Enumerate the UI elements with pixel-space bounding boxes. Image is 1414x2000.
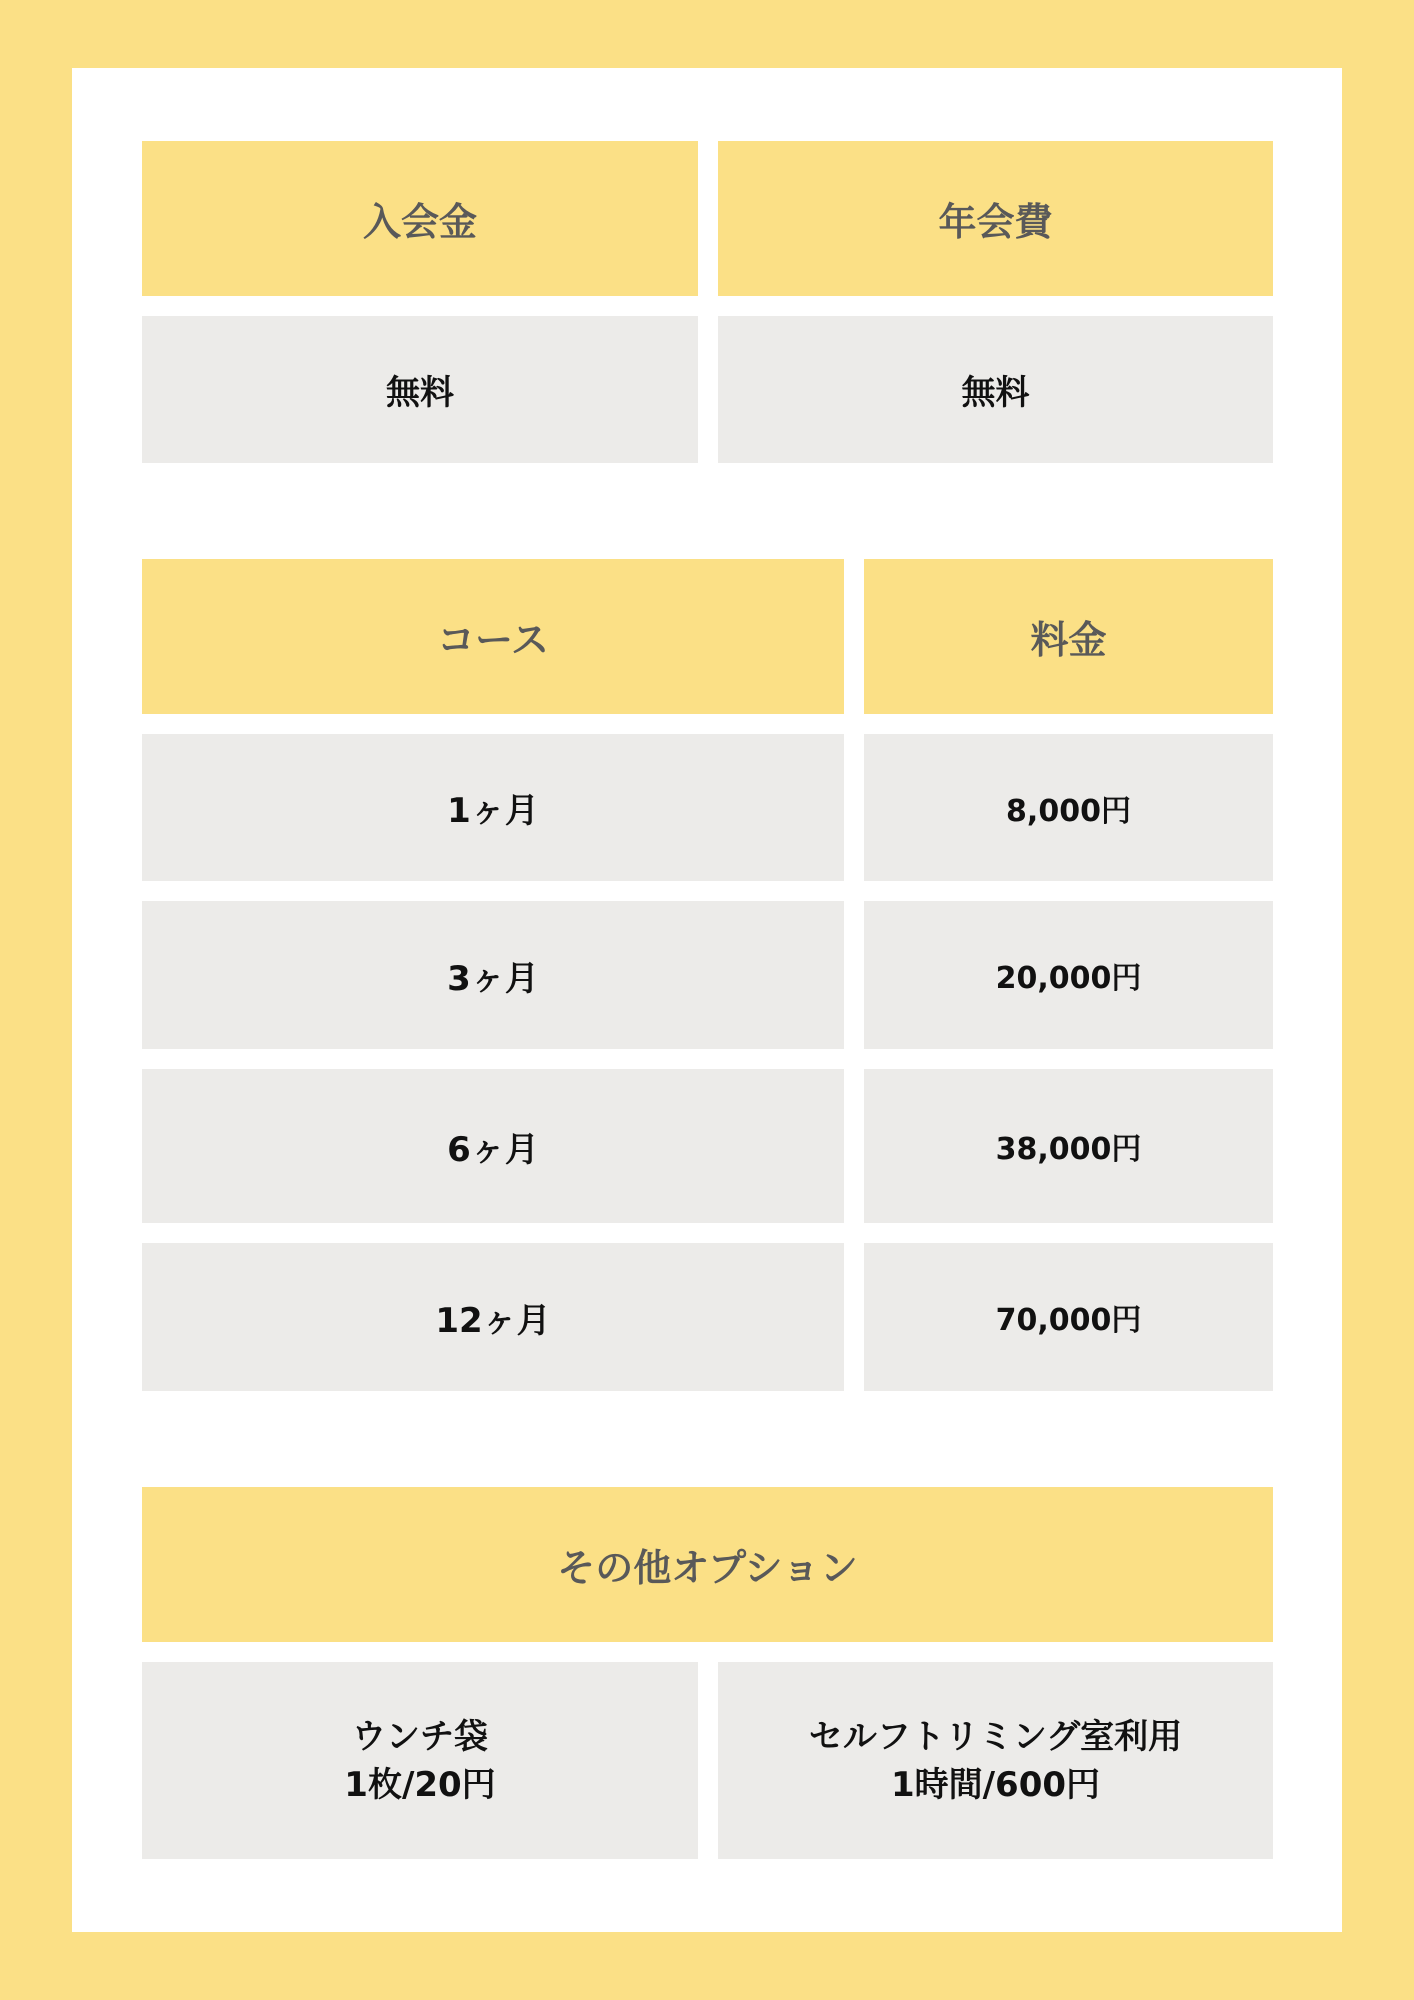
course-row-2-price (864, 901, 1273, 1049)
course-name: 3ヶ月 (447, 958, 539, 999)
course-name: 1ヶ月 (447, 791, 539, 831)
course-row-1-price (864, 734, 1273, 881)
course-row-3-price (864, 1069, 1273, 1223)
price-header (864, 559, 1273, 714)
fee-value-annual (718, 316, 1273, 463)
price-header-label: 料金 (1030, 618, 1107, 662)
option-item-name: ウンチ袋 (352, 1716, 488, 1757)
course-row-4-price (864, 1243, 1273, 1391)
option-item-bag (142, 1662, 698, 1859)
course-price: 20,000円 (995, 961, 1142, 996)
course-row-4-name (142, 1243, 844, 1391)
course-price: 38,000円 (995, 1132, 1142, 1167)
fee-header-annual (718, 141, 1273, 296)
course-row-2-name (142, 901, 844, 1049)
course-header-label: コース (436, 618, 550, 662)
option-item-price: 1時間/600円 (890, 1764, 1101, 1805)
fee-header-enrollment-label: 入会金 (362, 200, 477, 244)
fee-value-annual-text: 無料 (961, 373, 1030, 413)
options-header (142, 1487, 1273, 1642)
course-price: 8,000円 (1006, 793, 1131, 829)
course-name: 6ヶ月 (447, 1129, 539, 1170)
option-item-name: セルフトリミング室利用 (808, 1716, 1183, 1757)
fee-value-enrollment-text: 無料 (386, 373, 454, 413)
price-sheet (72, 68, 1342, 1932)
option-item-trimming-room (718, 1662, 1273, 1859)
options-header-label: その他オプション (557, 1546, 858, 1590)
course-price: 70,000円 (995, 1303, 1142, 1338)
option-item-price: 1枚/20円 (344, 1764, 496, 1805)
fee-value-enrollment (142, 316, 698, 463)
course-header (142, 559, 844, 714)
course-row-1-name (142, 734, 844, 881)
course-name: 12ヶ月 (435, 1300, 551, 1341)
fee-header-enrollment (142, 141, 698, 296)
course-row-3-name (142, 1069, 844, 1223)
fee-header-annual-label: 年会費 (938, 200, 1053, 244)
